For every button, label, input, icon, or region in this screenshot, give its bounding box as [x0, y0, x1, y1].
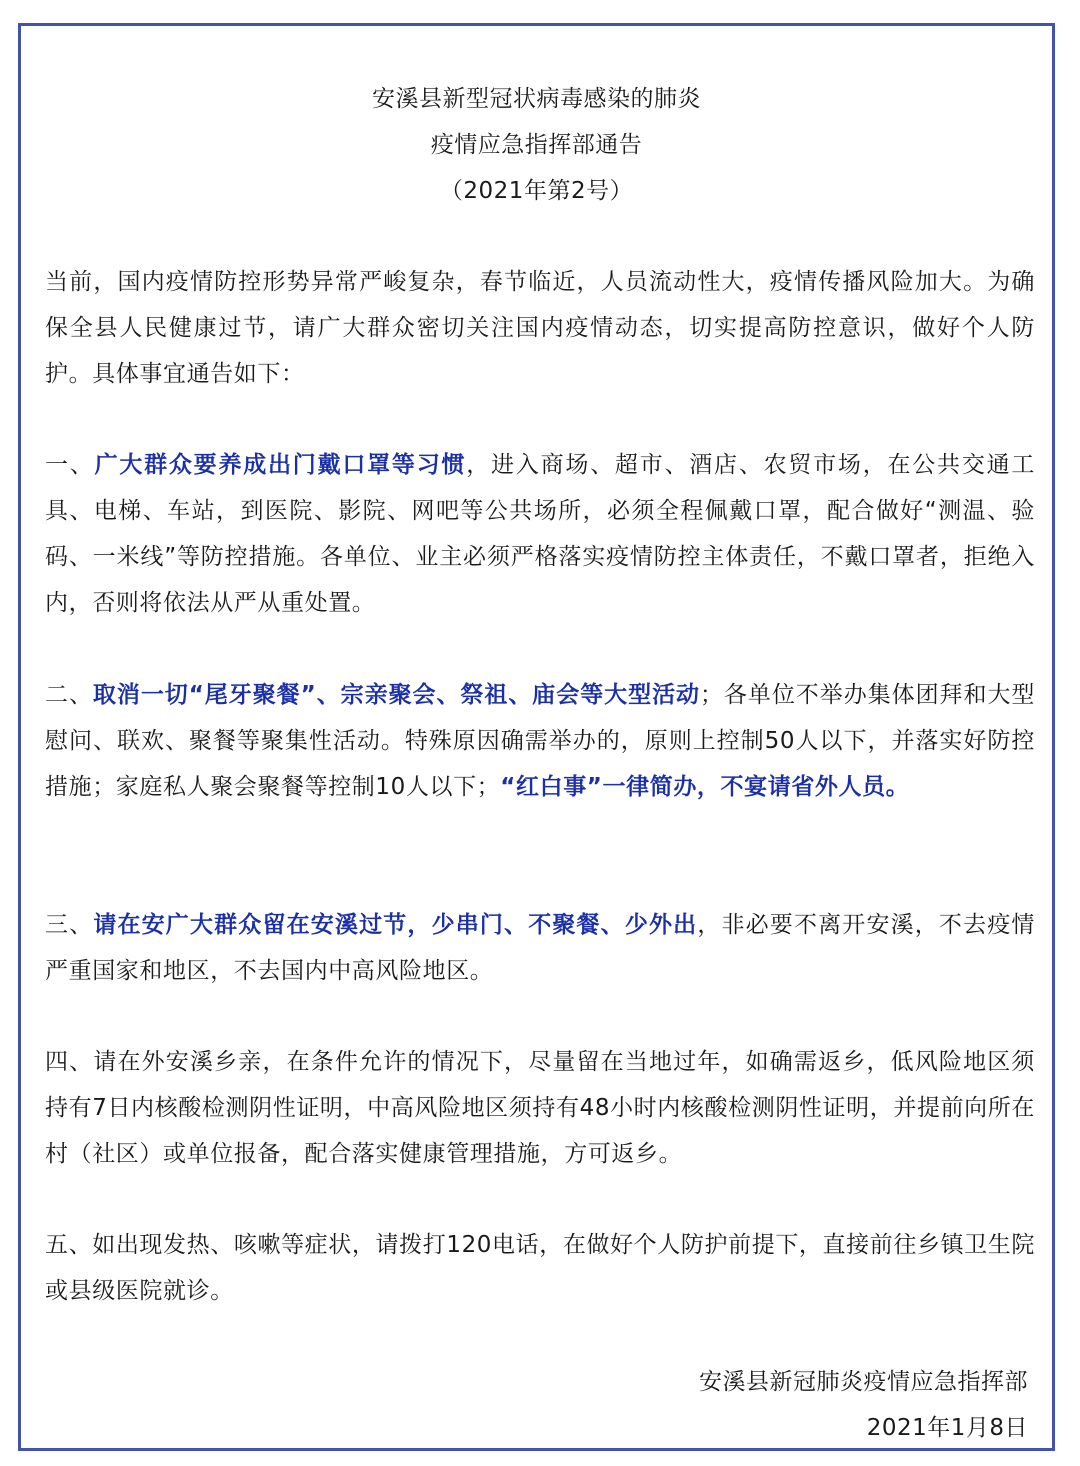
item-2-highlight: 取消一切“尾牙聚餐”、宗亲聚会、祭祖、庙会等大型活动 [92, 682, 700, 708]
notice-frame [18, 23, 1055, 1451]
title-line-2: 疫情应急指挥部通告 [430, 132, 643, 158]
item-1-text: ，进入商场、超市、酒店、农贸市场，在公共交通工具、电梯、车站，到医院、影院、网吧等公共场所，必须全程佩戴口罩，配合做好“测温、验码、一米线”等防控措施。各单位、业主必须严格落实疫情防控主体责任，不戴口罩者，拒绝入内，否则将依法从严从重处置。 [45, 452, 1035, 616]
title-line-1: 安溪县新型冠状病毒感染的肺炎 [372, 86, 701, 112]
item-3-highlight: 请在安广大群众留在安溪过节，少串门、不聚餐、少外出 [93, 912, 698, 938]
item-3-text: ，非必要不离开安溪，不去疫情严重国家和地区，不去国内中高风险地区。 [45, 912, 1036, 984]
item-2-text: ；各单位不举办集体团拜和大型慰问、联欢、聚餐等聚集性活动。特殊原因确需举办的，原则上控制50人以下，并落实好防控措施；家庭私人聚会聚餐等控制10人以下； [45, 682, 1035, 800]
notice-title [21, 76, 1052, 214]
notice-item-1 [45, 442, 1035, 626]
item-4-text: 请在外安溪乡亲，在条件允许的情况下，尽量留在当地过年，如确需返乡，低风险地区须持有7日内核酸检测阴性证明，中高风险地区须持有48小时内核酸检测阴性证明，并提前向所在村（社区）或单位报备，配合落实健康管理措施，方可返乡。 [45, 1049, 1035, 1167]
signature-date: 2021年1月8日 [866, 1415, 1028, 1441]
item-5-prefix: 五、 [45, 1232, 93, 1258]
item-1-prefix: 一、 [45, 452, 95, 478]
item-1-highlight: 广大群众要养成出门戴口罩等习惯 [94, 452, 467, 478]
signature-organization: 安溪县新冠肺炎疫情应急指挥部 [699, 1369, 1028, 1395]
item-4-prefix: 四、 [45, 1049, 94, 1075]
notice-item-5 [45, 1222, 1035, 1314]
notice-item-3 [45, 902, 1035, 994]
item-5-text: 如出现发热、咳嗽等症状，请拨打120电话，在做好个人防护前提下，直接前往乡镇卫生院或县级医院就诊。 [45, 1232, 1036, 1304]
intro-paragraph: 当前，国内疫情防控形势异常严峻复杂，春节临近，人员流动性大，疫情传播风险加大。为确保全县人民健康过节，请广大群众密切关注国内疫情动态，切实提高防控意识，做好个人防护。具体事宜通告如下： [45, 269, 1035, 387]
item-3-prefix: 三、 [45, 912, 94, 938]
notice-item-2 [45, 672, 1035, 810]
item-2-prefix: 二、 [45, 682, 93, 708]
title-line-3-issue-number: （2021年第2号） [439, 178, 634, 204]
item-2-highlight-2: “红白事”一律简办，不宴请省外人员。 [500, 774, 910, 800]
notice-item-4 [45, 1039, 1035, 1177]
